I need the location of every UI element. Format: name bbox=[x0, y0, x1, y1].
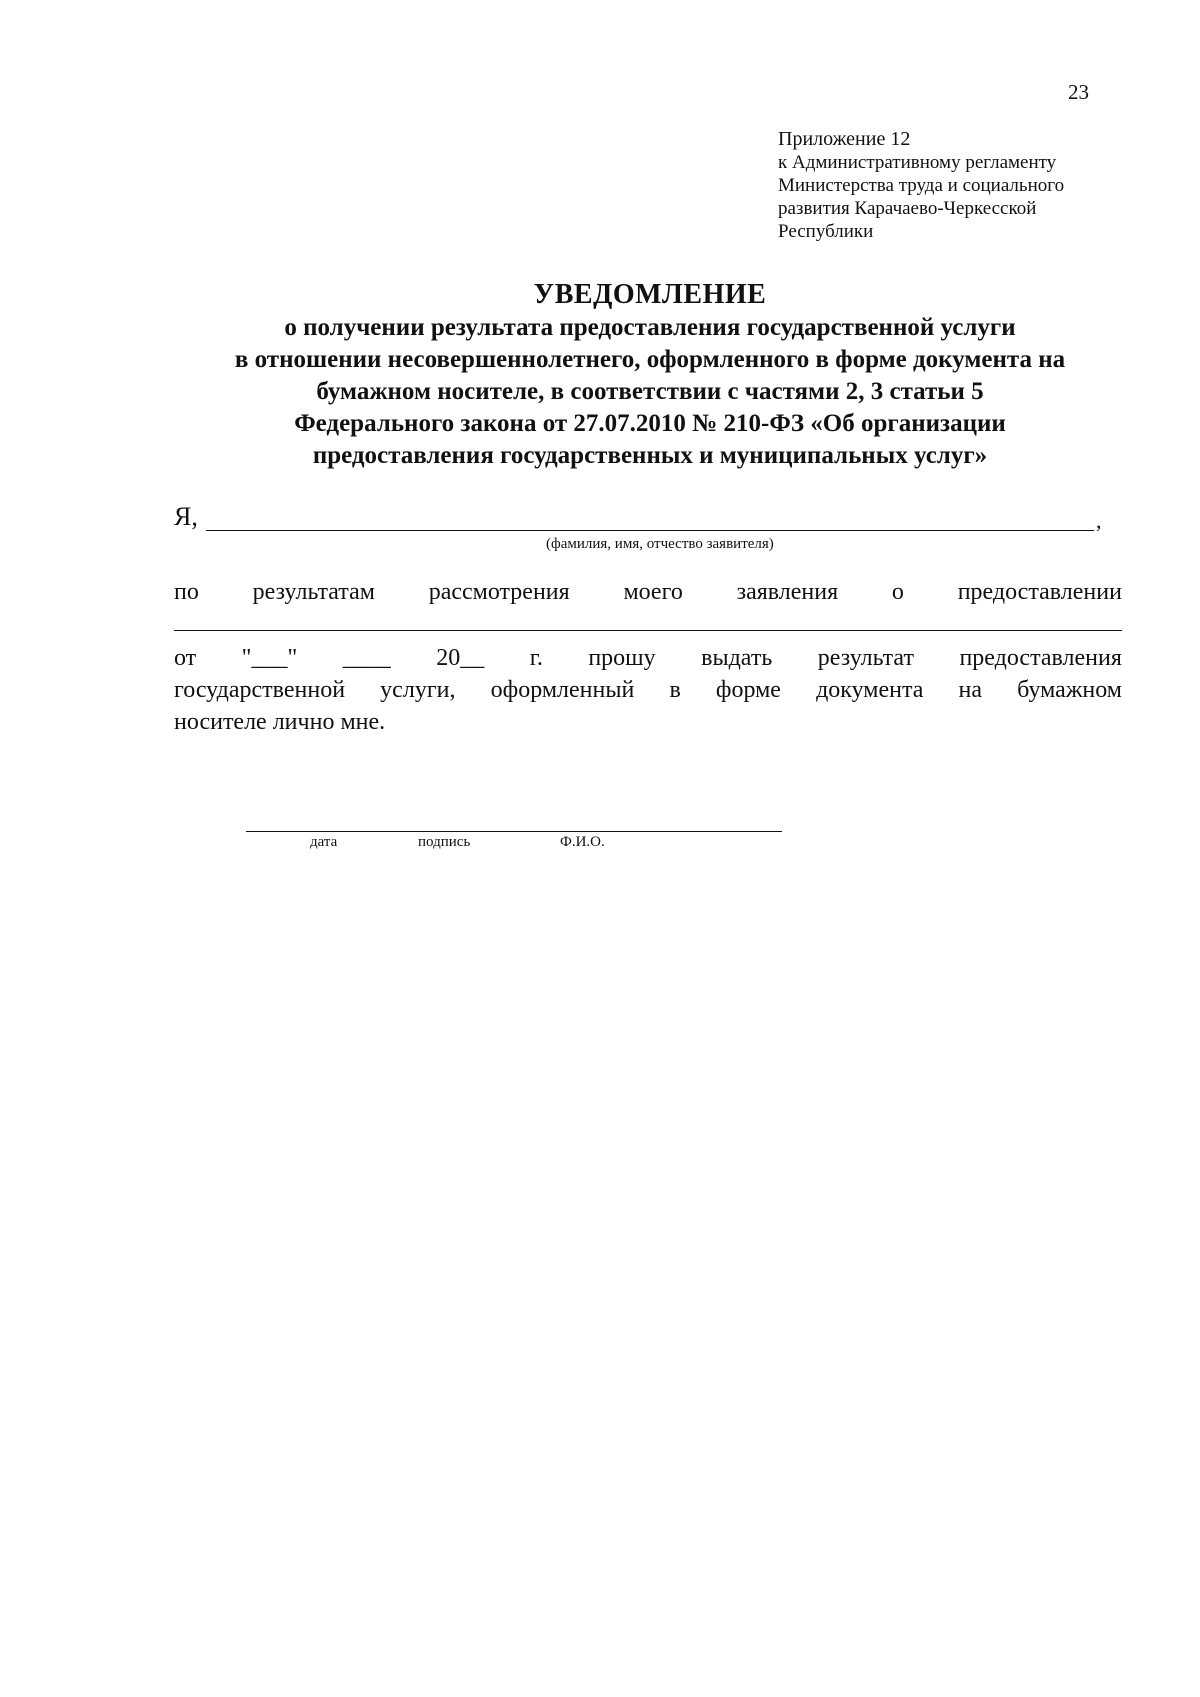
applicant-prefix: Я, bbox=[174, 502, 198, 531]
word: моего bbox=[623, 579, 683, 605]
signature-sign-label: подпись bbox=[418, 834, 471, 850]
appendix-line: к Административному регламенту bbox=[778, 152, 1057, 173]
signature-name-label: Ф.И.О. bbox=[560, 834, 605, 850]
word: предоставлении bbox=[957, 579, 1122, 605]
applicant-caption: (фамилия, имя, отчество заявителя) bbox=[546, 536, 774, 552]
word: рассмотрения bbox=[428, 579, 570, 605]
document-title bbox=[140, 278, 1160, 472]
paragraph-request-line bbox=[174, 642, 1122, 674]
title-subtitle bbox=[140, 312, 1160, 472]
service-name-field[interactable] bbox=[174, 630, 1122, 631]
appendix-line: Республики bbox=[778, 221, 874, 242]
word: выдать bbox=[701, 645, 773, 671]
subtitle-line: предоставления государственных и муниципальных услуг» bbox=[312, 442, 988, 469]
page-number: 23 bbox=[1068, 80, 1089, 104]
signature-line[interactable] bbox=[246, 831, 782, 832]
word: заявления bbox=[736, 579, 839, 605]
date-month-field[interactable]: ____ bbox=[342, 645, 391, 671]
subtitle-line: о получении результата предоставления государственной услуги bbox=[284, 314, 1016, 341]
signature-date-label: дата bbox=[310, 834, 338, 850]
word: предоставления bbox=[959, 645, 1122, 671]
paragraph-request bbox=[174, 642, 1122, 738]
title-main: УВЕДОМЛЕНИЕ bbox=[533, 279, 767, 310]
word: результат bbox=[817, 645, 914, 671]
word: по bbox=[174, 579, 199, 605]
applicant-suffix: , bbox=[1096, 508, 1102, 533]
paragraph-review bbox=[174, 576, 1122, 608]
word: о bbox=[891, 579, 904, 605]
subtitle-line: в отношении несовершеннолетнего, оформленного в форме документа на bbox=[234, 346, 1066, 373]
appendix-line: Приложение 12 bbox=[778, 128, 911, 150]
appendix-reference bbox=[778, 128, 1138, 243]
paragraph-request-line: государственной услуги, оформленный в форме документа на бумажном bbox=[174, 677, 1122, 703]
word: г. bbox=[529, 645, 543, 671]
subtitle-line: Федерального закона от 27.07.2010 № 210-ФЗ «Об организации bbox=[294, 410, 1006, 437]
date-day-field[interactable]: "___" bbox=[241, 645, 298, 671]
date-year-field[interactable]: 20__ bbox=[436, 645, 485, 671]
applicant-name-field[interactable] bbox=[206, 530, 1094, 531]
subtitle-line: бумажном носителе, в соответствии с частями 2, 3 статьи 5 bbox=[316, 378, 984, 405]
paragraph-review-line bbox=[174, 576, 1122, 608]
appendix-line: развития Карачаево-Черкесской bbox=[778, 198, 1037, 219]
paragraph-request-line: носителе лично мне. bbox=[174, 709, 386, 735]
appendix-line: Министерства труда и социального bbox=[778, 175, 1065, 196]
word: прошу bbox=[588, 645, 656, 671]
word: результатам bbox=[252, 579, 375, 605]
word: от bbox=[174, 645, 197, 671]
